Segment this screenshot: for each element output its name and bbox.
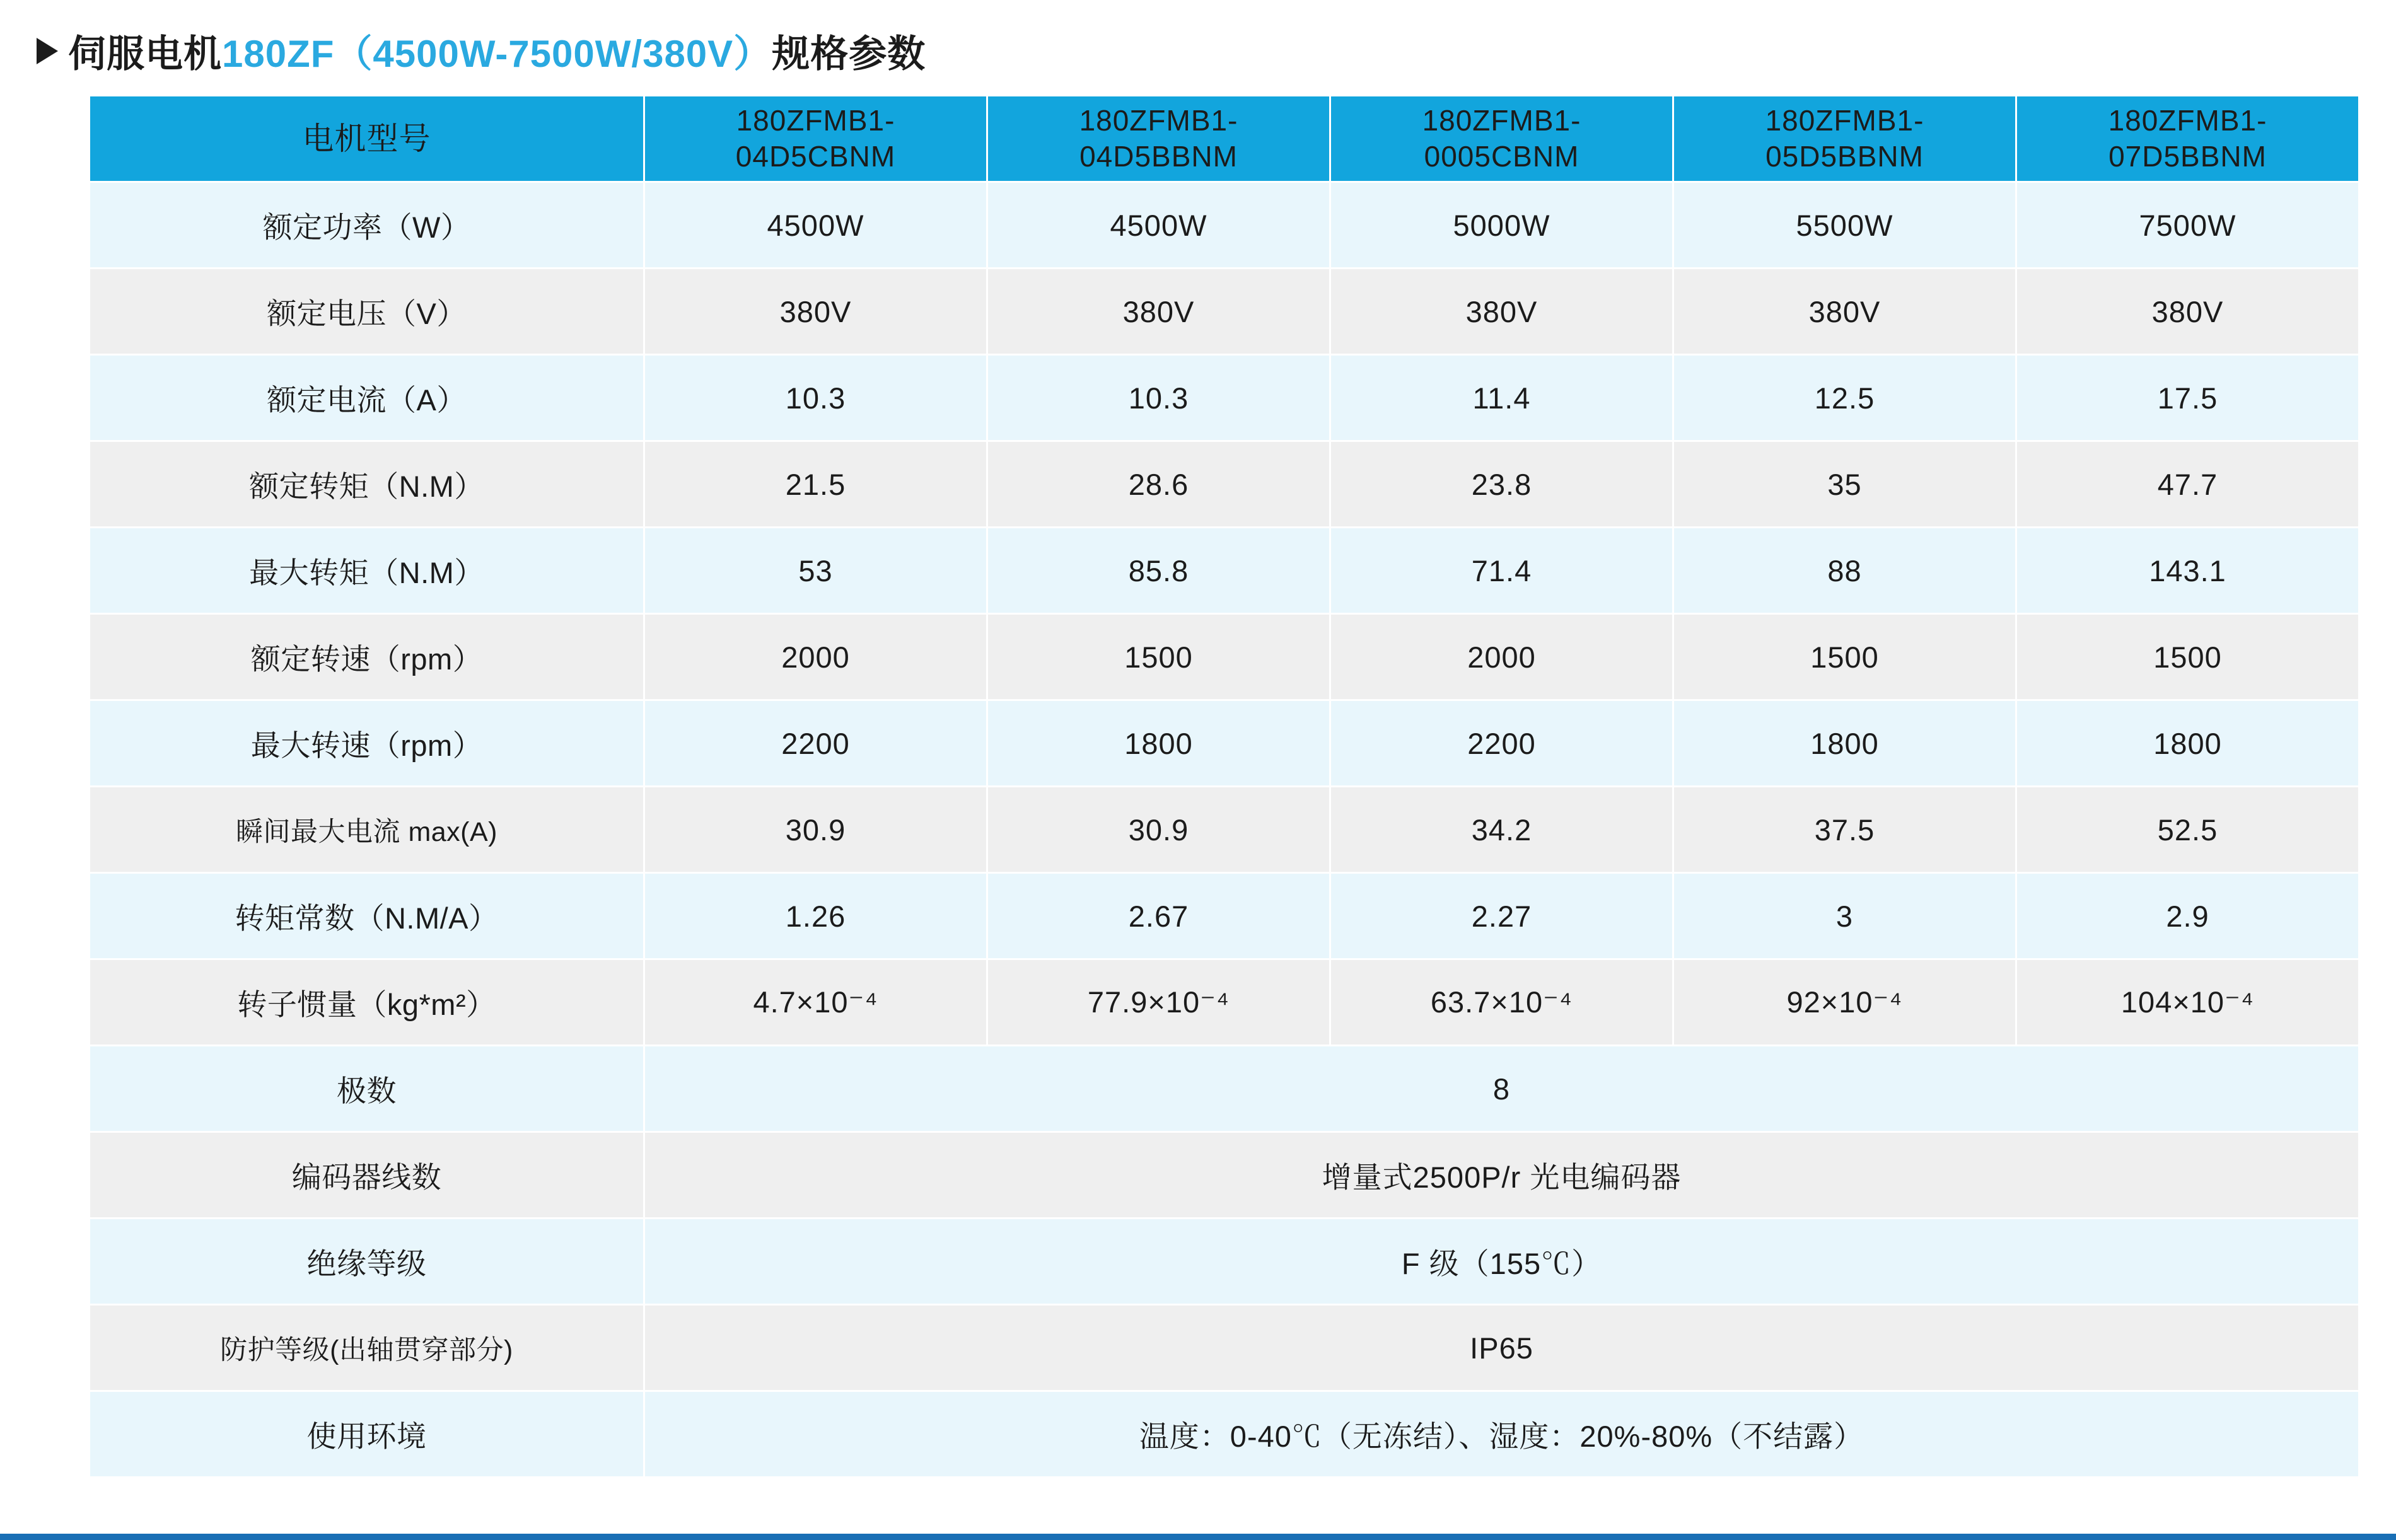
row-value: 2200 (644, 700, 987, 787)
table-row (90, 182, 2359, 269)
row-value: 1500 (987, 614, 1330, 700)
row-value: 47.7 (2016, 441, 2359, 528)
row-label: 转矩常数（N.M/A） (90, 873, 644, 959)
row-value: 380V (2016, 269, 2359, 355)
row-label: 防护等级(出轴贯穿部分) (90, 1305, 644, 1391)
table-body (90, 182, 2359, 1478)
header-cell-model-1 (644, 96, 987, 182)
row-value: 52.5 (2016, 787, 2359, 873)
row-label: 绝缘等级 (90, 1219, 644, 1305)
page-title (0, 0, 2396, 95)
row-value: 12.5 (1673, 355, 2016, 441)
row-value: 37.5 (1673, 787, 2016, 873)
table-row (90, 528, 2359, 614)
row-label: 额定转速（rpm） (90, 614, 644, 700)
table-header (90, 96, 2359, 182)
row-value: 11.4 (1330, 355, 1673, 441)
row-value: 5500W (1673, 182, 2016, 269)
row-value: 2200 (1330, 700, 1673, 787)
table-row (90, 959, 2359, 1046)
row-label: 最大转速（rpm） (90, 700, 644, 787)
row-value: 30.9 (644, 787, 987, 873)
model-line-2: 05D5BBNM (1765, 140, 1924, 173)
table-row (90, 700, 2359, 787)
page-title-text (68, 24, 926, 78)
header-cell-model-5 (2016, 96, 2359, 182)
row-value: 71.4 (1330, 528, 1673, 614)
row-value: 2000 (1330, 614, 1673, 700)
row-value: 85.8 (987, 528, 1330, 614)
row-value: 380V (1673, 269, 2016, 355)
row-value: 7500W (2016, 182, 2359, 269)
row-value: 1500 (2016, 614, 2359, 700)
row-label: 最大转矩（N.M） (90, 528, 644, 614)
row-value: 53 (644, 528, 987, 614)
row-label: 极数 (90, 1046, 644, 1132)
row-value: 380V (644, 269, 987, 355)
row-value-merged: 8 (644, 1046, 2359, 1132)
row-value: 5000W (1330, 182, 1673, 269)
title-suffix: 规格参数 (772, 33, 926, 75)
model-line-1: 180ZFMB1- (1422, 103, 1581, 137)
row-value: 2.9 (2016, 873, 2359, 959)
row-label: 瞬间最大电流 max(A) (90, 787, 644, 873)
row-value-merged: 增量式2500P/r 光电编码器 (644, 1132, 2359, 1219)
row-value: 34.2 (1330, 787, 1673, 873)
row-value: 1800 (987, 700, 1330, 787)
row-value: 2000 (644, 614, 987, 700)
table-row (90, 1391, 2359, 1478)
row-value: 92×10⁻⁴ (1673, 959, 2016, 1046)
row-value: 380V (1330, 269, 1673, 355)
header-cell-model-4 (1673, 96, 2016, 182)
row-label: 额定电压（V） (90, 269, 644, 355)
table-row (90, 787, 2359, 873)
model-line-1: 180ZFMB1- (736, 103, 895, 137)
table-row (90, 269, 2359, 355)
row-label: 额定转矩（N.M） (90, 441, 644, 528)
row-value: 4500W (644, 182, 987, 269)
triangle-bullet-icon (37, 38, 58, 64)
row-value: 88 (1673, 528, 2016, 614)
model-line-1: 180ZFMB1- (1765, 103, 1924, 137)
title-prefix: 伺服电机 (68, 33, 222, 75)
model-line-1: 180ZFMB1- (1079, 103, 1238, 137)
row-value: 2.27 (1330, 873, 1673, 959)
table-header-row (90, 96, 2359, 182)
spec-table-container (0, 95, 2396, 1478)
table-row (90, 873, 2359, 959)
row-label: 使用环境 (90, 1391, 644, 1478)
header-cell-model-2 (987, 96, 1330, 182)
row-value: 3 (1673, 873, 2016, 959)
table-row (90, 355, 2359, 441)
row-value: 4500W (987, 182, 1330, 269)
row-value: 21.5 (644, 441, 987, 528)
table-row (90, 1132, 2359, 1219)
row-value: 28.6 (987, 441, 1330, 528)
row-label: 额定电流（A） (90, 355, 644, 441)
row-value: 1.26 (644, 873, 987, 959)
row-value-merged: F 级（155℃） (644, 1219, 2359, 1305)
row-value: 17.5 (2016, 355, 2359, 441)
row-value: 1800 (2016, 700, 2359, 787)
row-value: 143.1 (2016, 528, 2359, 614)
row-label: 编码器线数 (90, 1132, 644, 1219)
table-row (90, 614, 2359, 700)
row-value: 2.67 (987, 873, 1330, 959)
row-value: 63.7×10⁻⁴ (1330, 959, 1673, 1046)
row-value: 380V (987, 269, 1330, 355)
row-value: 35 (1673, 441, 2016, 528)
row-value: 1500 (1673, 614, 2016, 700)
row-value: 23.8 (1330, 441, 1673, 528)
model-line-2: 04D5CBNM (735, 140, 896, 173)
bottom-rule-divider (0, 1534, 2396, 1540)
row-label: 转子惯量（kg*m²） (90, 959, 644, 1046)
row-value-merged: 温度：0-40℃（无冻结）、湿度：20%-80%（不结露） (644, 1391, 2359, 1478)
model-line-2: 04D5BBNM (1079, 140, 1238, 173)
row-value: 77.9×10⁻⁴ (987, 959, 1330, 1046)
model-line-1: 180ZFMB1- (2108, 103, 2267, 137)
row-value: 10.3 (644, 355, 987, 441)
row-value: 104×10⁻⁴ (2016, 959, 2359, 1046)
row-value: 1800 (1673, 700, 2016, 787)
model-line-2: 07D5BBNM (2108, 140, 2267, 173)
header-cell-label: 电机型号 (90, 96, 644, 182)
row-value: 10.3 (987, 355, 1330, 441)
row-value: 30.9 (987, 787, 1330, 873)
header-cell-model-3 (1330, 96, 1673, 182)
row-value-merged: IP65 (644, 1305, 2359, 1391)
table-row (90, 1046, 2359, 1132)
table-row (90, 1219, 2359, 1305)
row-label: 额定功率（W） (90, 182, 644, 269)
table-row (90, 1305, 2359, 1391)
model-line-2: 0005CBNM (1424, 140, 1579, 173)
title-highlight: 180ZF（4500W-7500W/380V） (222, 33, 772, 75)
row-value: 4.7×10⁻⁴ (644, 959, 987, 1046)
spec-table (88, 95, 2360, 1478)
table-row (90, 441, 2359, 528)
